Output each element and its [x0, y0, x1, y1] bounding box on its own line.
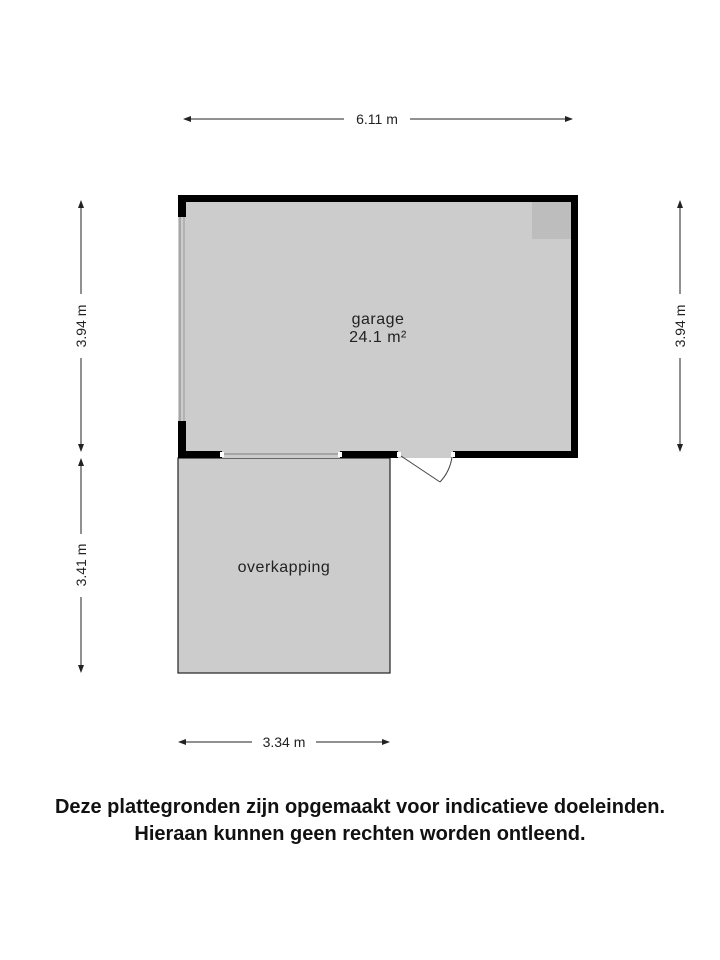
room-garage: [178, 195, 578, 482]
room-label-overkapping: overkapping: [237, 559, 331, 576]
window-left: [178, 217, 186, 421]
svg-text:3.41 m: 3.41 m: [73, 543, 89, 587]
cabinet: [532, 202, 571, 239]
disclaimer-line-2: Hieraan kunnen geen rechten worden ontleend.: [134, 823, 586, 845]
door: [397, 451, 455, 482]
svg-text:6.11 m: 6.11 m: [356, 111, 398, 127]
room-label-garage: garage: [351, 311, 405, 328]
window-bottom: [220, 451, 342, 458]
room-overkapping: [178, 458, 390, 673]
svg-text:3.94 m: 3.94 m: [73, 304, 89, 348]
dimension-left-garage: [73, 201, 89, 451]
dimension-right-garage: [672, 201, 688, 451]
dimension-left-overkapping: [73, 459, 89, 672]
disclaimer-line-1: Deze plattegronden zijn opgemaakt voor indicatieve doeleinden.: [54, 796, 666, 818]
svg-text:3.94 m: 3.94 m: [672, 304, 688, 348]
dimension-top: [184, 111, 572, 127]
svg-text:3.34 m: 3.34 m: [262, 734, 306, 750]
dimension-bottom: [179, 734, 389, 750]
room-area-garage: 24.1 m²: [349, 329, 407, 346]
